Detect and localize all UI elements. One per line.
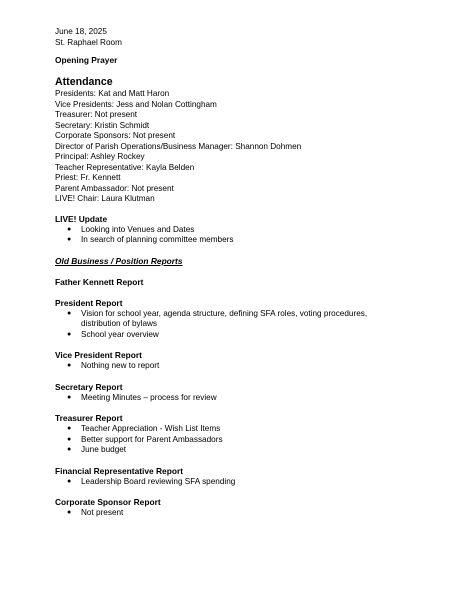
financial-report-list bbox=[55, 477, 425, 488]
bullet-icon: ● bbox=[67, 330, 72, 338]
secretary-report-heading: Secretary Report bbox=[55, 381, 123, 392]
opening-prayer-heading: Opening Prayer bbox=[55, 55, 118, 65]
corporate-sponsor-heading: Corporate Sponsor Report bbox=[55, 497, 161, 507]
list-item: ● School year overview bbox=[67, 329, 159, 339]
bullet-icon: ● bbox=[67, 425, 72, 432]
attendance-line: Presidents: Kat and Matt Haron bbox=[55, 89, 170, 98]
list-item: ● Vision for school year, agenda structure, defining SFA roles, voting procedures, distribution of bylaws bbox=[67, 308, 368, 328]
list-item: ● Better support for Parent Ambassadors bbox=[67, 434, 223, 444]
president-report-list bbox=[55, 309, 425, 341]
list-item: ● In search of planning committee members bbox=[67, 235, 234, 244]
meeting-date: June 18, 2025 bbox=[55, 27, 107, 36]
bullet-icon: ● bbox=[67, 446, 72, 453]
list-item: ● Leadership Board reviewing SFA spending bbox=[67, 476, 236, 486]
list-item: ● Looking into Venues and Dates bbox=[67, 224, 195, 234]
bullet-icon: ● bbox=[67, 509, 72, 516]
secretary-report-list bbox=[55, 393, 425, 404]
vice-president-report-heading: Vice President Report bbox=[55, 350, 142, 360]
bullet-icon: ● bbox=[67, 435, 72, 443]
list-item: ● June budget bbox=[67, 445, 127, 454]
list-item: ● Nothing new to report bbox=[67, 361, 160, 370]
attendance-line: LIVE! Chair: Laura Klutman bbox=[55, 194, 155, 203]
document-page bbox=[55, 27, 425, 519]
meeting-location: St. Raphael Room bbox=[55, 37, 122, 47]
president-report-heading: President Report bbox=[55, 297, 123, 308]
attendance-line: Secretary: Kristin Schmidt bbox=[55, 120, 150, 130]
vice-president-report-list bbox=[55, 361, 425, 372]
live-update-list bbox=[55, 225, 425, 246]
old-business-heading: Old Business / Position Reports bbox=[55, 255, 183, 266]
bullet-icon: ● bbox=[67, 236, 72, 243]
attendance-line: Priest: Fr. Kennett bbox=[55, 173, 121, 182]
attendance-heading: Attendance bbox=[55, 76, 113, 88]
attendance-line: Corporate Sponsors: Not present bbox=[55, 131, 176, 140]
bullet-icon: ● bbox=[67, 225, 72, 233]
financial-report-heading: Financial Representative Report bbox=[55, 465, 183, 476]
treasurer-report-list bbox=[55, 424, 425, 456]
treasurer-report-heading: Treasurer Report bbox=[55, 413, 123, 423]
list-item: ● Meeting Minutes – process for review bbox=[67, 392, 217, 402]
attendance-line: Vice Presidents: Jess and Nolan Cottingham bbox=[55, 99, 217, 109]
list-item: ● Not present bbox=[67, 508, 124, 517]
live-update-heading: LIVE! Update bbox=[55, 213, 108, 224]
attendance-line: Parent Ambassador: Not present bbox=[55, 183, 174, 193]
attendance-line: Principal: Ashley Rockey bbox=[55, 152, 145, 161]
attendance-line: Director of Parish Operations/Business Manager: Shannon Dohmen bbox=[55, 141, 302, 151]
corporate-sponsor-list bbox=[55, 508, 425, 519]
attendance-line: Treasurer: Not present bbox=[55, 110, 138, 119]
bullet-icon: ● bbox=[67, 362, 72, 369]
bullet-icon: ● bbox=[67, 309, 72, 317]
attendance-line: Teacher Representative: Kayla Belden bbox=[55, 162, 195, 172]
father-kennett-heading: Father Kennett Report bbox=[55, 276, 144, 287]
bullet-icon: ● bbox=[67, 477, 72, 485]
attendance-list bbox=[55, 89, 425, 205]
list-item: ● Teacher Appreciation - Wish List Items bbox=[67, 424, 221, 433]
bullet-icon: ● bbox=[67, 393, 72, 401]
